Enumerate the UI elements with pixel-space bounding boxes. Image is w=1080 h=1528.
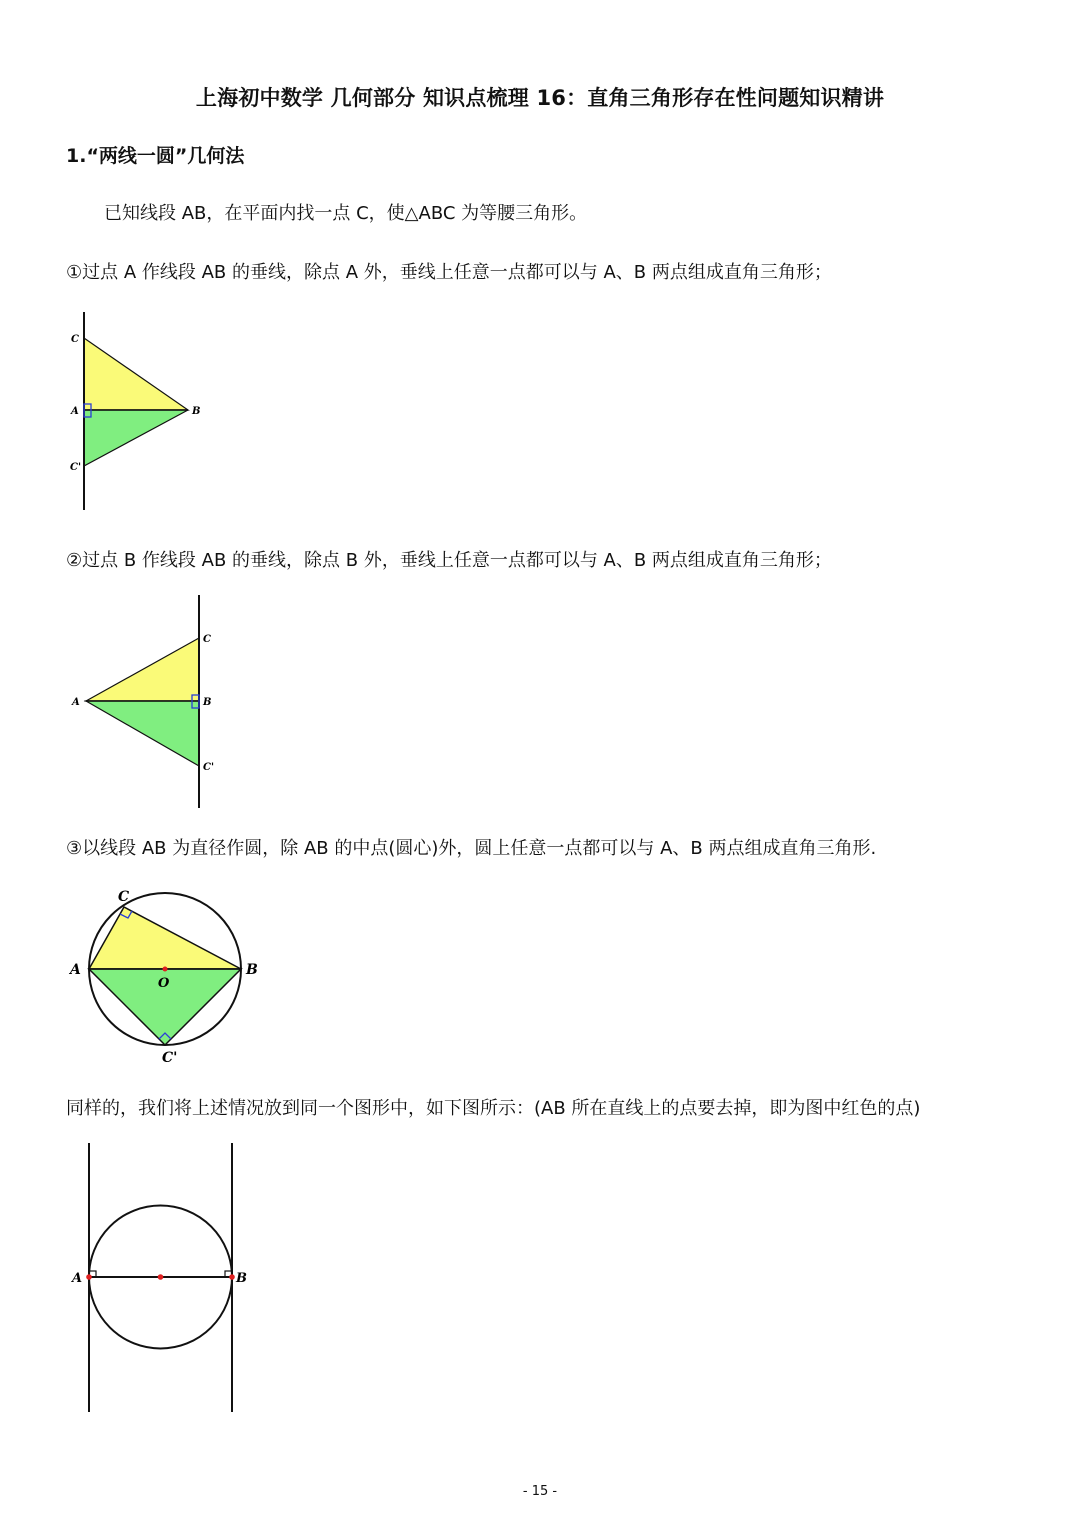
label-c: C xyxy=(118,889,130,905)
case-2-text: ②过点 B 作线段 AB 的垂线，除点 B 外，垂线上任意一点都可以与 A、B 两点组成直角三角形； xyxy=(66,550,832,571)
removed-point-a xyxy=(86,1274,92,1280)
figure-circle-diameter xyxy=(60,880,270,1070)
triangle-abc xyxy=(89,907,241,969)
label-c-prime: C' xyxy=(162,1050,178,1066)
triangle-abc-prime xyxy=(86,701,199,766)
label-b: B xyxy=(192,406,201,417)
triangle-abc xyxy=(84,338,188,410)
label-b: B xyxy=(203,697,212,708)
triangle-abc xyxy=(86,638,199,701)
center-point xyxy=(163,967,168,972)
case-3-text: ③以线段 AB 为直径作圆，除 AB 的中点(圆心)外，圆上任意一点都可以与 A、B 两点组成直角三角形. xyxy=(66,838,877,859)
label-a: A xyxy=(70,962,81,978)
label-a: A xyxy=(72,1271,83,1286)
combined-text: 同样的，我们将上述情况放到同一个图形中，如下图所示：(AB 所在直线上的点要去掉，即为图中红色的点) xyxy=(66,1098,921,1119)
case-1-text: ①过点 A 作线段 AB 的垂线，除点 A 外，垂线上任意一点都可以与 A、B 两点组成直角三角形； xyxy=(66,262,832,283)
figure-perpendicular-at-b xyxy=(60,588,230,813)
figure-perpendicular-at-a xyxy=(60,305,220,520)
page-title: 上海初中数学 几何部分 知识点梳理 16：直角三角形存在性问题知识精讲 xyxy=(195,86,885,110)
label-c-prime: C' xyxy=(203,762,215,773)
section-heading: 1.“两线一圆”几何法 xyxy=(66,145,245,167)
removed-point-b xyxy=(229,1274,235,1280)
label-o: O xyxy=(158,976,170,991)
label-c-prime: C' xyxy=(70,462,82,473)
triangle-abc-prime xyxy=(84,410,188,466)
figure-two-lines-one-circle xyxy=(60,1138,260,1418)
label-a: A xyxy=(72,697,80,708)
label-b: B xyxy=(236,1271,247,1286)
label-a: A xyxy=(71,406,79,417)
removed-point-center xyxy=(158,1274,164,1280)
intro-paragraph: 已知线段 AB，在平面内找一点 C，使△ABC 为等腰三角形。 xyxy=(104,203,588,224)
page-number: - 15 - xyxy=(522,1484,558,1499)
label-c: C xyxy=(203,634,211,645)
label-b: B xyxy=(246,962,258,978)
label-c: C xyxy=(71,334,79,345)
